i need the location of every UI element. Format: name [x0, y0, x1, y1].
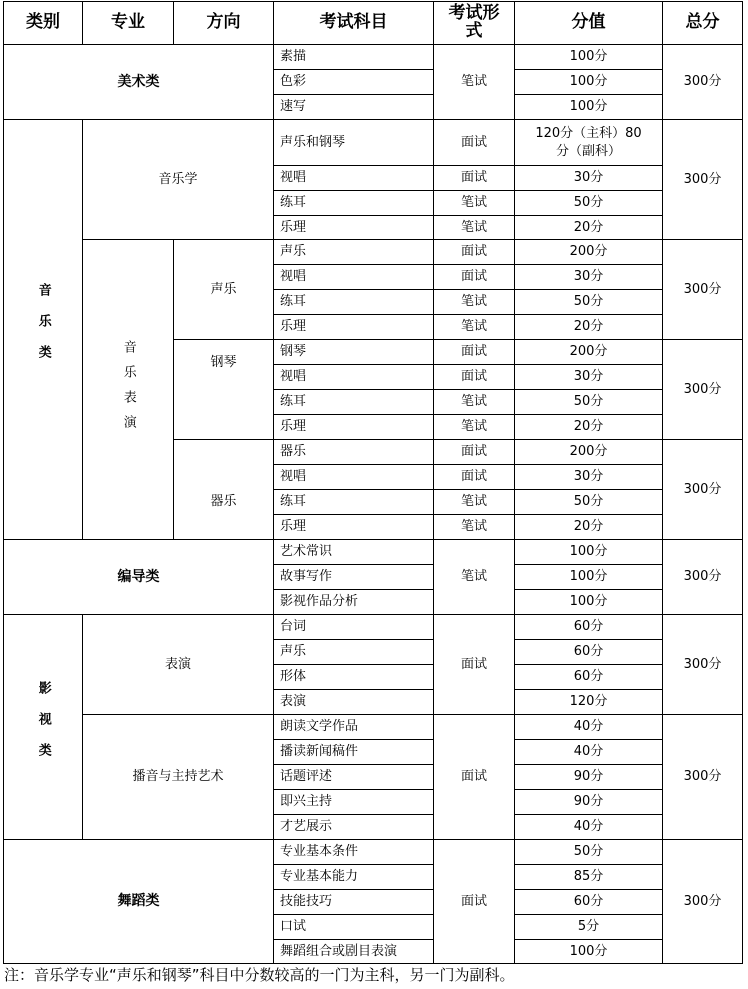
- score-cell: 30分: [514, 364, 663, 390]
- score-cell: 200分: [514, 339, 663, 365]
- total-cell: 300分: [662, 119, 743, 240]
- total-cell: 300分: [662, 614, 743, 715]
- score-cell: 20分: [514, 414, 663, 440]
- exam-form-cell: 笔试: [433, 414, 515, 440]
- score-cell: 60分: [514, 639, 663, 665]
- direction-cell: 钢琴: [173, 339, 274, 440]
- exam-form-cell: 笔试: [433, 44, 515, 120]
- subject-cell: 练耳: [273, 389, 434, 415]
- subject-cell: 声乐和钢琴: [273, 119, 434, 166]
- subject-cell: 朗读文学作品: [273, 714, 434, 740]
- score-cell: 90分: [514, 789, 663, 815]
- subject-cell: 乐理: [273, 414, 434, 440]
- score-cell: 60分: [514, 614, 663, 640]
- exam-table: [3, 1, 743, 964]
- subject-cell: 乐理: [273, 514, 434, 540]
- total-cell: 300分: [662, 339, 743, 440]
- score-cell: 50分: [514, 289, 663, 315]
- score-cell: 100分: [514, 44, 663, 70]
- exam-form-cell: 笔试: [433, 514, 515, 540]
- subject-cell: 器乐: [273, 439, 434, 465]
- subject-cell: 才艺展示: [273, 814, 434, 840]
- subject-cell: 视唱: [273, 165, 434, 191]
- header-total: 总分: [662, 1, 743, 45]
- subject-cell: 声乐: [273, 239, 434, 265]
- exam-form-cell: 笔试: [433, 215, 515, 240]
- major-cell: 播音与主持艺术: [82, 714, 274, 840]
- score-cell: 100分: [514, 939, 663, 964]
- header-exam-form: 考试形式: [433, 1, 515, 45]
- total-cell: 300分: [662, 714, 743, 840]
- subject-cell: 乐理: [273, 314, 434, 340]
- score-cell: 120分: [514, 689, 663, 715]
- exam-form-cell: 面试: [433, 614, 515, 715]
- subject-cell: 故事写作: [273, 564, 434, 590]
- total-cell: 300分: [662, 539, 743, 615]
- exam-form-cell: 面试: [433, 119, 515, 166]
- exam-form-cell: 笔试: [433, 489, 515, 515]
- score-cell: 60分: [514, 664, 663, 690]
- exam-form-cell: 笔试: [433, 539, 515, 615]
- subject-cell: 技能技巧: [273, 889, 434, 915]
- category-cell: 影视类: [3, 614, 83, 840]
- subject-cell: 即兴主持: [273, 789, 434, 815]
- subject-cell: 乐理: [273, 215, 434, 240]
- header-direction: 方向: [173, 1, 274, 45]
- score-cell: 30分: [514, 264, 663, 290]
- exam-form-cell: 面试: [433, 439, 515, 465]
- total-cell: 300分: [662, 44, 743, 120]
- score-cell: 100分: [514, 539, 663, 565]
- score-cell: 200分: [514, 239, 663, 265]
- category-cell: 音乐类: [3, 119, 83, 540]
- subject-cell: 专业基本能力: [273, 864, 434, 890]
- exam-form-cell: 面试: [433, 714, 515, 840]
- exam-form-cell: 笔试: [433, 389, 515, 415]
- subject-cell: 影视作品分析: [273, 589, 434, 615]
- subject-cell: 色彩: [273, 69, 434, 95]
- score-cell: 100分: [514, 564, 663, 590]
- exam-form-cell: 笔试: [433, 314, 515, 340]
- header-score: 分值: [514, 1, 663, 45]
- subject-cell: 话题评述: [273, 764, 434, 790]
- score-cell: 20分: [514, 215, 663, 240]
- direction-cell: 器乐: [173, 439, 274, 540]
- subject-cell: 表演: [273, 689, 434, 715]
- subject-cell: 视唱: [273, 464, 434, 490]
- score-cell: 30分: [514, 165, 663, 191]
- score-cell: 85分: [514, 864, 663, 890]
- category-cell: 舞蹈类: [3, 839, 274, 964]
- subject-cell: 视唱: [273, 364, 434, 390]
- subject-cell: 形体: [273, 664, 434, 690]
- score-cell: 40分: [514, 739, 663, 765]
- score-cell: 200分: [514, 439, 663, 465]
- score-cell: 40分: [514, 814, 663, 840]
- major-cell: 音乐学: [82, 119, 274, 240]
- category-cell: 美术类: [3, 44, 274, 120]
- subject-cell: 台词: [273, 614, 434, 640]
- score-cell: 50分: [514, 190, 663, 216]
- exam-form-cell: 面试: [433, 339, 515, 365]
- major-cell: 音乐表演: [82, 239, 174, 540]
- major-cell: 表演: [82, 614, 274, 715]
- score-cell: 40分: [514, 714, 663, 740]
- subject-cell: 专业基本条件: [273, 839, 434, 865]
- subject-cell: 练耳: [273, 289, 434, 315]
- subject-cell: 钢琴: [273, 339, 434, 365]
- score-cell: 90分: [514, 764, 663, 790]
- score-cell: 60分: [514, 889, 663, 915]
- total-cell: 300分: [662, 839, 743, 964]
- subject-cell: 视唱: [273, 264, 434, 290]
- score-cell: 30分: [514, 464, 663, 490]
- score-cell: 20分: [514, 514, 663, 540]
- score-cell: 100分: [514, 94, 663, 120]
- exam-form-cell: 笔试: [433, 289, 515, 315]
- subject-cell: 口试: [273, 914, 434, 940]
- header-major: 专业: [82, 1, 174, 45]
- score-cell: 5分: [514, 914, 663, 940]
- exam-form-cell: 面试: [433, 364, 515, 390]
- score-cell: 20分: [514, 314, 663, 340]
- exam-form-cell: 面试: [433, 464, 515, 490]
- subject-cell: 声乐: [273, 639, 434, 665]
- exam-form-cell: 笔试: [433, 190, 515, 216]
- subject-cell: 速写: [273, 94, 434, 120]
- score-cell: 100分: [514, 589, 663, 615]
- total-cell: 300分: [662, 239, 743, 340]
- score-cell: 120分（主科）80分（副科）: [514, 119, 663, 166]
- direction-cell: 声乐: [173, 239, 274, 340]
- header-category: 类别: [3, 1, 83, 45]
- score-cell: 100分: [514, 69, 663, 95]
- exam-form-cell: 面试: [433, 165, 515, 191]
- exam-form-cell: 面试: [433, 264, 515, 290]
- subject-cell: 艺术常识: [273, 539, 434, 565]
- subject-cell: 素描: [273, 44, 434, 70]
- exam-form-cell: 面试: [433, 839, 515, 964]
- footnote: 注：音乐学专业“声乐和钢琴”科目中分数较高的一门为主科，另一门为副科。: [4, 966, 515, 984]
- subject-cell: 练耳: [273, 489, 434, 515]
- exam-form-cell: 面试: [433, 239, 515, 265]
- subject-cell: 舞蹈组合或剧目表演: [273, 939, 434, 964]
- total-cell: 300分: [662, 439, 743, 540]
- score-cell: 50分: [514, 389, 663, 415]
- subject-cell: 播读新闻稿件: [273, 739, 434, 765]
- category-cell: 编导类: [3, 539, 274, 615]
- subject-cell: 练耳: [273, 190, 434, 216]
- score-cell: 50分: [514, 489, 663, 515]
- header-subjects: 考试科目: [273, 1, 434, 45]
- score-cell: 50分: [514, 839, 663, 865]
